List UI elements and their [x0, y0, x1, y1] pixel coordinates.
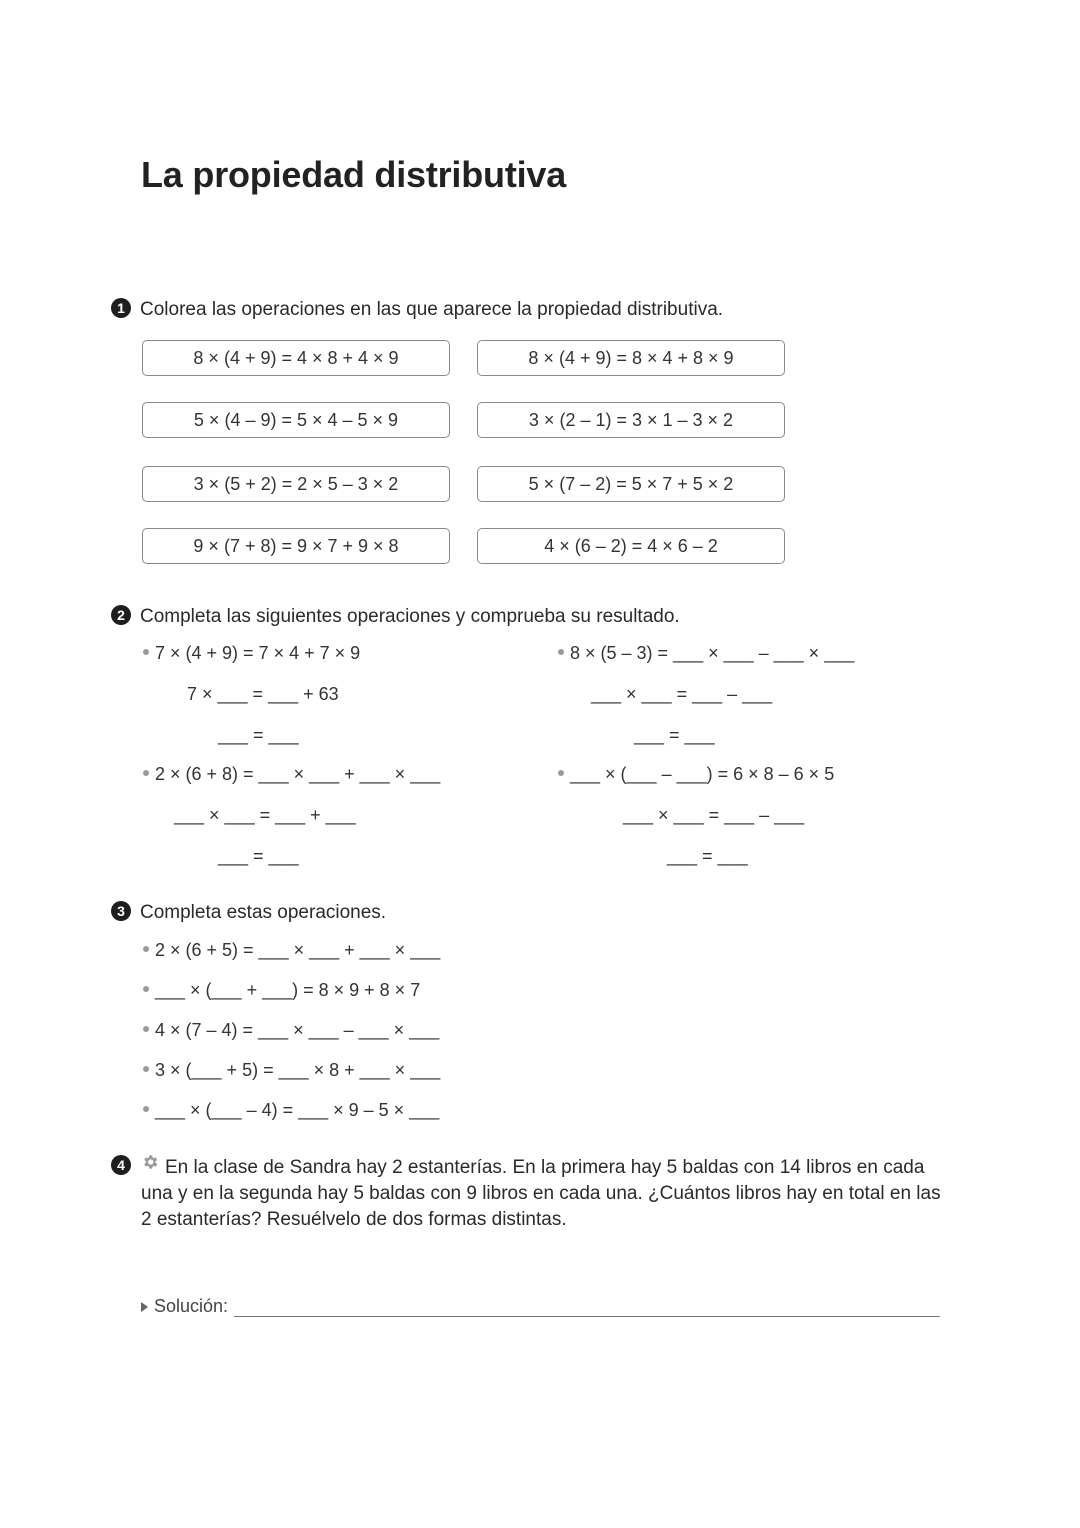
- exercise-2-item-4-result[interactable]: ___ = ___: [667, 846, 748, 866]
- exercise-2-item-4[interactable]: ___ × (___ – ___) = 6 × 8 – 6 × 5: [558, 764, 834, 785]
- exercise-2-item-1: 7 × (4 + 9) = 7 × 4 + 7 × 9: [143, 643, 360, 664]
- bullet-dot: [143, 946, 149, 952]
- bullet-dot: [143, 770, 149, 776]
- exercise-2-item-2-result[interactable]: ___ = ___: [634, 725, 715, 745]
- page-title: La propiedad distributiva: [141, 154, 567, 195]
- operation-box[interactable]: 3 × (5 + 2) = 2 × 5 – 3 × 2: [142, 466, 450, 502]
- operation-box[interactable]: 5 × (4 – 9) = 5 × 4 – 5 × 9: [142, 402, 450, 438]
- exercise-number-badge: 3: [111, 901, 131, 921]
- exercise-2-item-4-step[interactable]: ___ × ___ = ___ – ___: [623, 805, 805, 825]
- bullet-dot: [143, 1026, 149, 1032]
- solution-answer-line[interactable]: [234, 1302, 940, 1317]
- exercise-number-badge: 4: [111, 1155, 131, 1175]
- exercise-2-item-2[interactable]: 8 × (5 – 3) = ___ × ___ – ___ × ___: [558, 643, 854, 664]
- operation-box[interactable]: 8 × (4 + 9) = 8 × 4 + 8 × 9: [477, 340, 785, 376]
- operation-box[interactable]: 9 × (7 + 8) = 9 × 7 + 9 × 8: [142, 528, 450, 564]
- exercise-2-item-3-step[interactable]: ___ × ___ = ___ + ___: [174, 805, 356, 825]
- bullet-dot: [558, 649, 564, 655]
- bullet-dot: [143, 986, 149, 992]
- exercise-2-item-3[interactable]: 2 × (6 + 8) = ___ × ___ + ___ × ___: [143, 764, 440, 785]
- exercise-3-instruction: Completa estas operaciones.: [140, 902, 387, 923]
- exercise-1-heading: [111, 299, 723, 321]
- triangle-bullet-icon: [141, 1302, 148, 1312]
- exercise-2-instruction: Completa las siguientes operaciones y comprueba su resultado.: [140, 606, 680, 627]
- exercise-number-badge: 2: [111, 605, 131, 625]
- operation-box[interactable]: 4 × (6 – 2) = 4 × 6 – 2: [477, 528, 785, 564]
- operation-box[interactable]: 5 × (7 – 2) = 5 × 7 + 5 × 2: [477, 466, 785, 502]
- exercise-2-item-1-step[interactable]: 7 × ___ = ___ + 63: [187, 684, 339, 704]
- solution-label: Solución:: [154, 1296, 229, 1316]
- exercise-3-item[interactable]: 4 × (7 – 4) = ___ × ___ – ___ × ___: [143, 1020, 439, 1041]
- exercise-number-badge: 1: [111, 298, 131, 318]
- bullet-dot: [143, 1106, 149, 1112]
- exercise-3-item[interactable]: ___ × (___ – 4) = ___ × 9 – 5 × ___: [143, 1100, 439, 1121]
- exercise-3-item[interactable]: 2 × (6 + 5) = ___ × ___ + ___ × ___: [143, 940, 440, 961]
- bullet-dot: [558, 770, 564, 776]
- gear-icon: [141, 1153, 159, 1179]
- bullet-dot: [143, 649, 149, 655]
- exercise-4-text: En la clase de Sandra hay 2 estanterías. En la primera hay 5 baldas con 14 libros en cada una y en la segunda hay 5 baldas con 9 libros en cada una. ¿Cuántos libros hay en total en las 2 estanterías? Resuélvelo de dos formas distintas.: [141, 1157, 941, 1231]
- exercise-3-heading: [111, 902, 386, 924]
- exercise-3-item[interactable]: ___ × (___ + ___) = 8 × 9 + 8 × 7: [143, 980, 420, 1001]
- operation-box[interactable]: 8 × (4 + 9) = 4 × 8 + 4 × 9: [142, 340, 450, 376]
- exercise-2-item-3-result[interactable]: ___ = ___: [218, 846, 299, 866]
- exercise-1-instruction: Colorea las operaciones en las que aparece la propiedad distributiva.: [140, 299, 724, 320]
- exercise-2-item-1-result[interactable]: ___ = ___: [218, 725, 299, 745]
- bullet-dot: [143, 1066, 149, 1072]
- exercise-3-item[interactable]: 3 × (___ + 5) = ___ × 8 + ___ × ___: [143, 1060, 440, 1081]
- operation-box[interactable]: 3 × (2 – 1) = 3 × 1 – 3 × 2: [477, 402, 785, 438]
- exercise-2-item-2-step[interactable]: ___ × ___ = ___ – ___: [591, 684, 773, 704]
- exercise-4-problem: [117, 1155, 941, 1233]
- solution-row: [141, 1296, 940, 1317]
- exercise-2-heading: [111, 606, 680, 628]
